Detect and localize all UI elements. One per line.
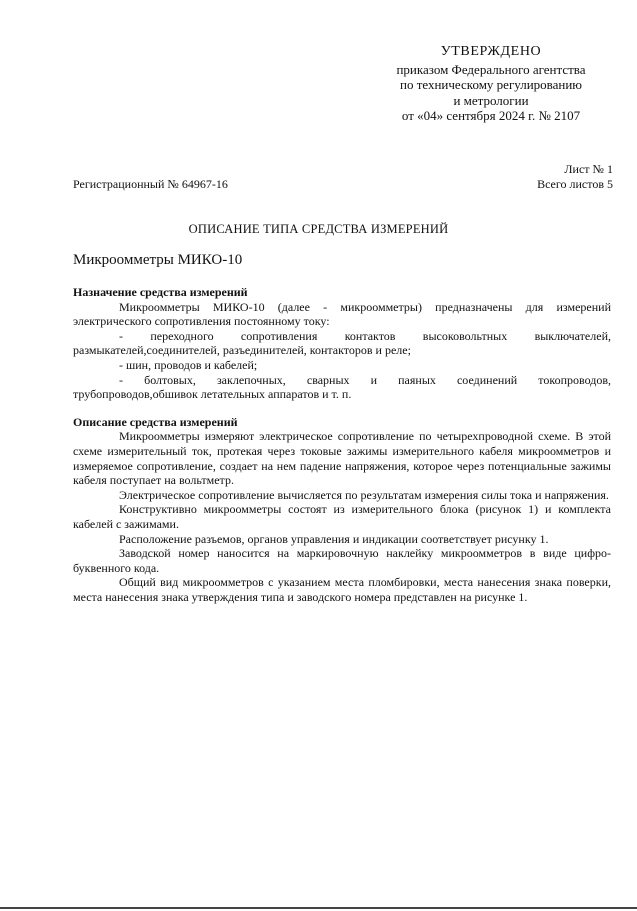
description-paragraph: Электрическое сопротивление вычисляется по результатам измерения силы тока и напряжения.: [119, 487, 609, 502]
page-bottom-border: [0, 907, 637, 909]
description-paragraph: Заводской номер наносится на маркировочную наклейку микроомметров в виде цифро-буквенного кода.: [73, 546, 611, 575]
purpose-item: - шин, проводов и кабелей;: [119, 357, 258, 372]
purpose-item: - болтовых, заклепочных, сварных и паяных соединений токопроводов, трубопроводов,обшивок летательных аппаратов и т. п.: [73, 372, 611, 402]
approval-heading: УТВЕРЖДЕНО: [440, 44, 542, 59]
description-paragraph: Конструктивно микроомметры состоят из измерительного блока (рисунок 1) и комплекта кабелей с зажимами.: [73, 502, 611, 531]
approval-line-2: по техническому регулированию: [399, 77, 583, 92]
purpose-intro: Микроомметры МИКО-10 (далее - микроомметры) предназначены для измерений электрического сопротивления постоянному току:: [73, 299, 611, 329]
sheet-number: Лист № 1: [564, 162, 613, 176]
approval-line-1: приказом Федерального агентства: [396, 61, 586, 77]
approval-line-4: от «04» сентября 2024 г. № 2107: [401, 108, 581, 123]
registration-number: Регистрационный № 64967-16: [73, 177, 228, 191]
description-paragraph: Расположение разъемов, органов управления и индикации соответствует рисунку 1.: [119, 531, 549, 546]
purpose-heading: Назначение средства измерений: [73, 285, 248, 299]
description-heading: Описание средства измерений: [73, 414, 238, 429]
description-paragraph: Микроомметры измеряют электрическое сопротивление по четырехпроводной схеме. В этой схеме измерительный ток, протекая через токовые зажимы измерительного кабеля микроомметров и измеряемое сопротивление, создает на нем падение напряжения, которое через потенциальные зажимы кабеля поступает на вольтметр.: [73, 429, 611, 488]
instrument-name: Микроомметры МИКО-10: [73, 252, 243, 268]
approval-line-3: и метрологии: [453, 92, 529, 108]
description-paragraph: Общий вид микроомметров с указанием места пломбировки, места нанесения знака поверки, места нанесения знака утверждения типа и заводского номера представлен на рисунке 1.: [73, 575, 611, 604]
purpose-section: [73, 285, 611, 604]
total-sheets: Всего листов 5: [537, 177, 613, 191]
document-title: ОПИСАНИЕ ТИПА СРЕДСТВА ИЗМЕРЕНИЙ: [188, 222, 449, 236]
purpose-item: - переходного сопротивления контактов высоковольтных выключателей, размыкателей,соединителей, разъединителей, контакторов и реле;: [73, 328, 611, 358]
approval-block: [360, 44, 622, 124]
